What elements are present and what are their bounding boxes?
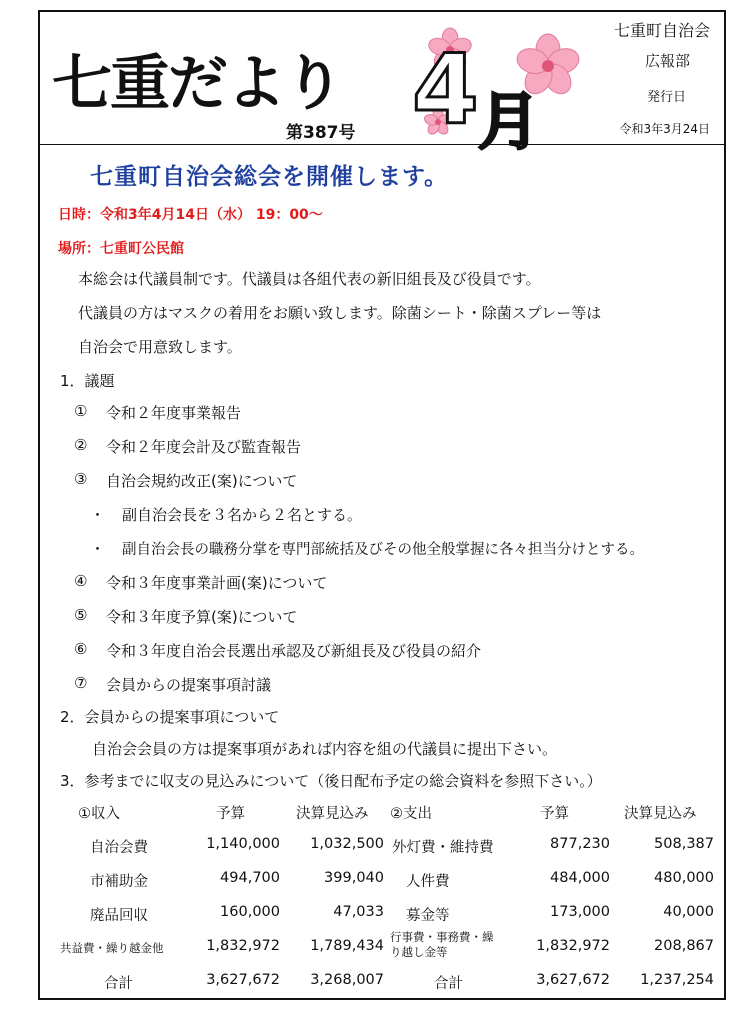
org-name: 七重町自治会 xyxy=(613,21,710,40)
agenda-item: 自治会規約改正(案)について xyxy=(106,472,298,490)
section-heading: 3．参考までに収支の見込みについて（後日配布予定の総会資料を参照下さい。） xyxy=(60,772,602,790)
article-headline: 七重町自治会総会を開催します。 xyxy=(90,164,449,190)
income-forecast: 1,032,500 xyxy=(310,836,384,852)
intro-line: 代議員の方はマスクの着用をお願い致します。除菌シート・除菌スプレー等は xyxy=(78,304,602,322)
expense-budget: 173,000 xyxy=(550,904,610,920)
newsletter-title: 七重だより xyxy=(52,49,342,119)
event-place: 場所：七重町公民館 xyxy=(58,241,184,257)
header-divider xyxy=(40,144,724,145)
agenda-mark: ⑦ xyxy=(74,674,88,692)
income-forecast: 47,033 xyxy=(333,904,384,920)
agenda-mark: ① xyxy=(74,402,88,420)
month-char: 月 xyxy=(478,85,541,158)
section-text: 自治会会員の方は提案事項があれば内容を組の代議員に提出下さい。 xyxy=(92,740,558,758)
expense-total-forecast: 1,237,254 xyxy=(640,972,714,988)
income-budget: 494,700 xyxy=(220,870,280,886)
expense-forecast: 508,387 xyxy=(654,836,714,852)
sub-bullet: 副自治会長の職務分掌を専門部統括及びその他全般掌握に各々担当分けとする。 xyxy=(122,542,644,558)
agenda-mark: ⑤ xyxy=(74,606,88,624)
expense-item: 行事費・事務費・繰り越し金等 xyxy=(390,930,494,959)
expense-item: 募金等 xyxy=(406,908,450,924)
agenda-item: 令和３年度自治会長選出承認及び新組長及び役員の紹介 xyxy=(106,642,482,660)
budget-header: 予算 xyxy=(540,806,569,822)
intro-line: 本総会は代議員制です。代議員は各組代表の新旧組長及び役員です。 xyxy=(78,270,541,288)
income-item: 自治会費 xyxy=(90,840,148,856)
income-forecast: 399,040 xyxy=(324,870,384,886)
agenda-mark: ② xyxy=(74,436,88,454)
expense-item: 人件費 xyxy=(406,874,450,890)
income-budget: 160,000 xyxy=(220,904,280,920)
event-datetime: 日時：令和3年4月14日（水） 19：00～ xyxy=(58,207,323,223)
forecast-header: 決算見込み xyxy=(624,806,697,822)
expense-budget: 1,832,972 xyxy=(536,938,610,954)
income-total-budget: 3,627,672 xyxy=(206,972,280,988)
agenda-item: 令和２年度事業報告 xyxy=(106,404,242,422)
income-item: 市補助金 xyxy=(90,874,148,890)
expense-forecast: 40,000 xyxy=(663,904,714,920)
income-total-forecast: 3,268,007 xyxy=(310,972,384,988)
budget-header: 予算 xyxy=(216,806,245,822)
expense-budget: 877,230 xyxy=(550,836,610,852)
agenda-mark: ④ xyxy=(74,572,88,590)
date-label: 発行日 xyxy=(646,90,686,105)
expense-item: 外灯費・維持費 xyxy=(392,840,494,856)
issue-number: 第387号 xyxy=(286,123,356,143)
issue-date: 令和3年3月24日 xyxy=(619,122,710,136)
income-budget: 1,832,972 xyxy=(206,938,280,954)
expense-budget: 484,000 xyxy=(550,870,610,886)
expense-total-label: 合計 xyxy=(434,976,463,992)
month-number: 4 xyxy=(412,34,479,146)
sub-bullet: 副自治会長を３名から２名とする。 xyxy=(122,506,363,524)
dept-name: 広報部 xyxy=(644,52,690,70)
expense-header: ②支出 xyxy=(390,806,432,822)
agenda-item: 令和２年度会計及び監査報告 xyxy=(106,438,302,456)
bullet-icon: ・ xyxy=(90,540,106,558)
agenda-item: 会員からの提案事項討議 xyxy=(106,676,272,694)
agenda-item: 令和３年度事業計画(案)について xyxy=(106,574,328,592)
forecast-header: 決算見込み xyxy=(296,806,369,822)
agenda-item: 令和３年度予算(案)について xyxy=(106,608,298,626)
income-budget: 1,140,000 xyxy=(206,836,280,852)
bullet-icon: ・ xyxy=(90,506,106,524)
agenda-mark: ⑥ xyxy=(74,640,88,658)
section-heading: 2．会員からの提案事項について xyxy=(60,708,280,726)
income-total-label: 合計 xyxy=(104,976,133,992)
income-header: ①収入 xyxy=(78,806,120,822)
income-item: 廃品回収 xyxy=(90,908,148,924)
expense-forecast: 480,000 xyxy=(654,870,714,886)
newsletter-page xyxy=(38,10,726,1000)
intro-line: 自治会で用意致します。 xyxy=(78,338,242,356)
expense-total-budget: 3,627,672 xyxy=(536,972,610,988)
expense-forecast: 208,867 xyxy=(654,938,714,954)
income-item: 共益費・繰り越金他 xyxy=(60,941,164,955)
section-heading: 1．議題 xyxy=(60,372,115,390)
income-forecast: 1,789,434 xyxy=(310,938,384,954)
agenda-mark: ③ xyxy=(74,470,88,488)
